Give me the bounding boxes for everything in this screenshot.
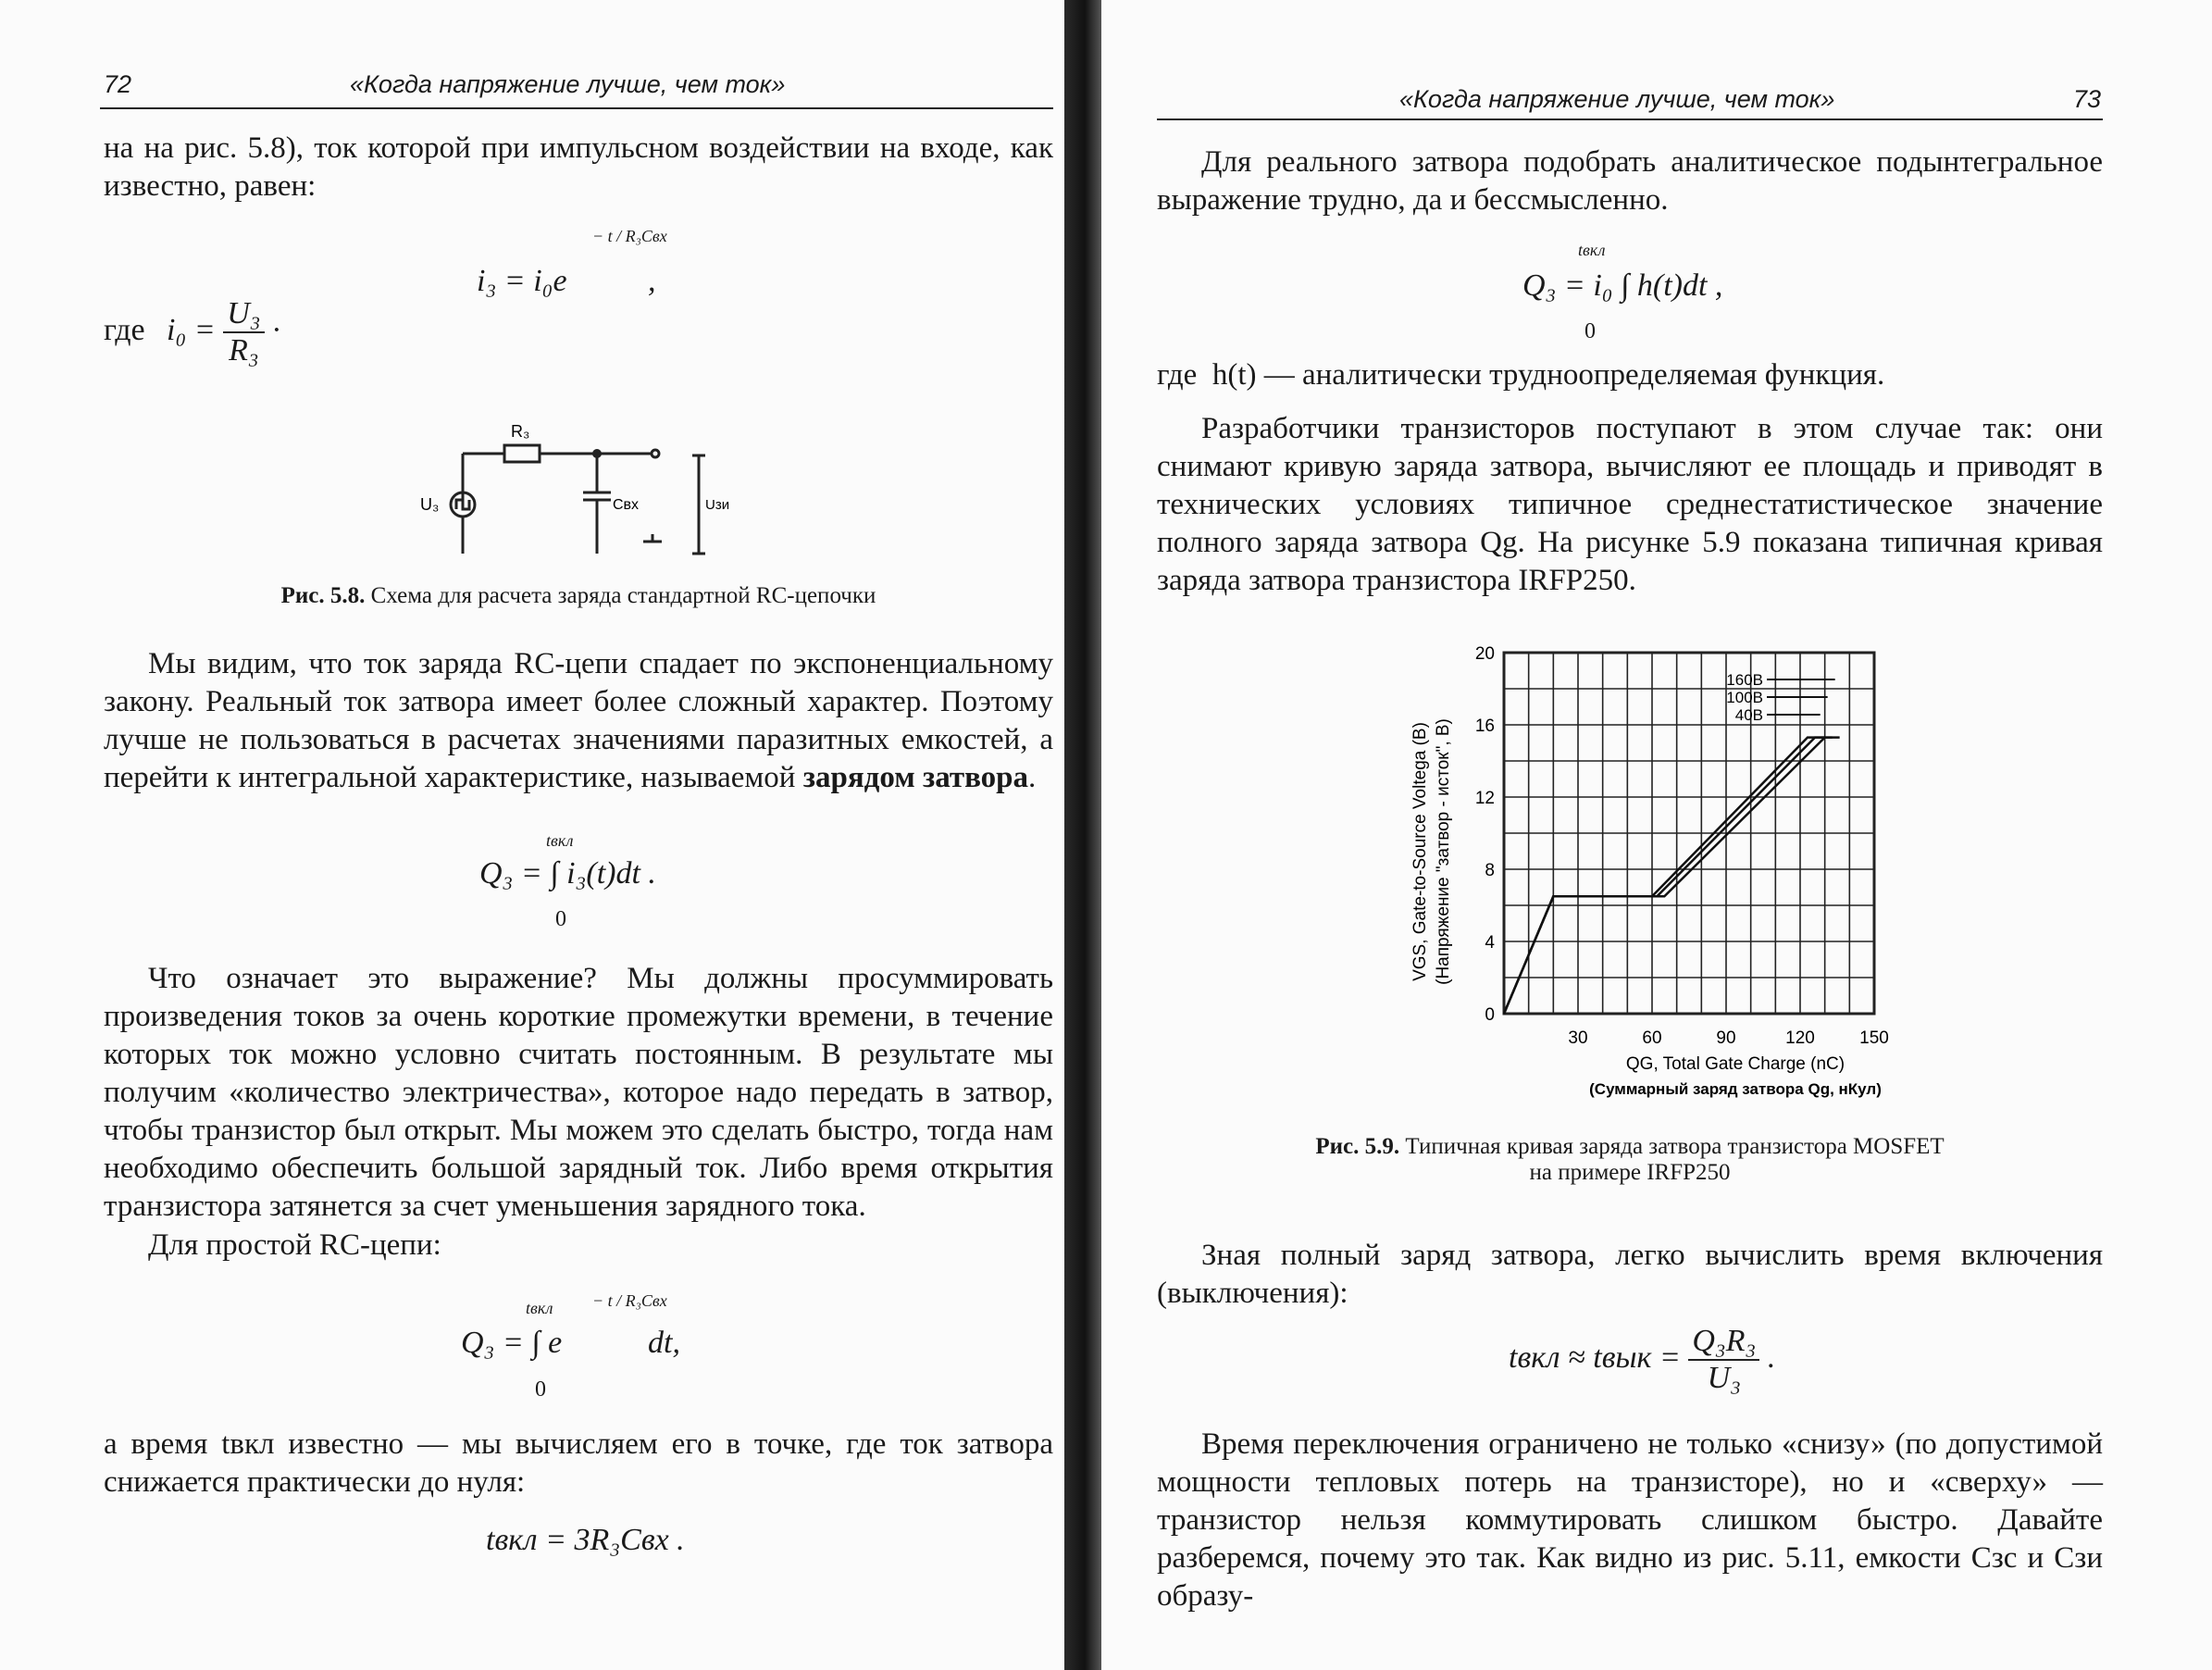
integral-upper-limit: tвкл bbox=[1578, 241, 1606, 259]
y-axis-label-ru: (Напряжение "затвор - исток", В) bbox=[1434, 718, 1453, 985]
paragraph: Для реального затвора подобрать аналитическое подынтегральное выражение трудно, да и бессмысленно. bbox=[1157, 145, 2103, 217]
source-label: U₃ bbox=[420, 495, 440, 514]
paragraph: Что означает это выражение? Мы должны просуммировать произведения токов за очень короткие промежутки времени, в течение которых ток можно условно считать постоянным. В результате мы получим «количество электричества», которое надо передать в затвор, чтобы транзистор был открыт. Мы можем это сделать быстро, тогда нам необходимо обеспечить большой зарядный ток. Либо время открытия транзистора затянется за счет уменьшения зарядного тока. bbox=[104, 962, 1053, 1223]
x-tick-label: 60 bbox=[1642, 1028, 1662, 1048]
integral-upper-limit: tвкл bbox=[526, 1299, 553, 1317]
exponent: − t / R₃Cвх bbox=[592, 1291, 667, 1310]
figure-5-8-caption: Рис. 5.8. Схема для расчета заряда стандартной RC-цепочки bbox=[280, 583, 876, 608]
paragraph: Мы видим, что ток заряда RC-цепи спадает по экспоненциальному закону. Реальный ток затвора имеет более сложный характер. Поэтому лучше не пользоваться в расчетах значениями паразитных емкостей, а перейти к интегральной характеристике, называемой зарядом затвора. bbox=[104, 647, 1053, 794]
header-rule bbox=[1157, 118, 2103, 120]
equation-switch-time: tвкл = 3R₃Cвх . bbox=[486, 1523, 685, 1557]
page-number: 72 bbox=[104, 70, 132, 98]
equation-switch-time: tвкл ≈ tвык = $\frac{\text{Q₃R₃}}{\text{U₃}}$ . bbox=[1509, 1324, 1776, 1395]
page-number: 73 bbox=[2073, 85, 2102, 113]
y-tick-label: 8 bbox=[1485, 861, 1495, 880]
y-tick-label: 4 bbox=[1485, 933, 1495, 953]
y-tick-label: 16 bbox=[1474, 717, 1495, 736]
paragraph: Время переключения ограничено не только «снизу» (по допустимой мощности тепловых потерь на транзисторе), но и «сверху» — транзистор нельзя коммутировать слишком быстро. Давайте разберемся, почему это так. Как видно из рис. 5.11, емкости Cзс и Cзи образу- bbox=[1157, 1427, 2103, 1613]
legend-label-100B: 100B bbox=[1726, 689, 1763, 706]
equation-real-gate: Q₃ = i₀ ∫ h(t)dt , bbox=[1522, 268, 1723, 303]
left-page: 72 «Когда напряжение лучше, чем ток» на на рис. 5.8), ток которой при импульсном воздействии на входе, как известно, равен: i₃ = i₀e − t / R₃Cвх , где i₀ = $\frac{\text{U₃}}{\text{R₃}}$ · R₃ U₃ Cвх Uзи Рис. 5.8. Схема для расчета заряда стандартной RC-цепочки Мы видим, что ток заряда RC-цепи спадает по экспоненциальному закону. Реальный ток затвора имеет более сложный характер. Поэтому лучше не пользоваться в расчетах значениями паразитных емкостей, а перейти к интегральной характеристике, называемой зарядом затвора. tвкл Q₃ = ∫ i₃(t)dt . 0 Что означает это выражение? Мы должны просуммировать произведения токов за очень короткие промежутки времени, в течение которых ток можно условно считать постоянным. В результате мы получим «количество электричества», которое надо передать в затвор, чтобы транзистор был открыт. Мы можем это сделать быстро, тогда нам необходимо обеспечить большой зарядный ток. Либо время открытия транзистора затянется за счет уменьшения зарядного тока. Для простой RC-цепи: tвкл − t / R₃Cвх Q₃ = ∫ e dt, 0 а время tвкл известно — мы вычисляем его в точке, где ток затвора снижается практически до нуля: tвкл = 3R₃Cвх . bbox=[0, 0, 1064, 1670]
running-head: «Когда напряжение лучше, чем ток» bbox=[1399, 85, 1835, 113]
gate-charge-chart bbox=[1388, 639, 2055, 1111]
figure-5-9-caption: Рис. 5.9. Типичная кривая заряда затвора транзистора MOSFET на примере IRFP250 bbox=[1315, 1134, 1945, 1185]
header-rule bbox=[100, 107, 1053, 109]
x-tick-label: 90 bbox=[1716, 1028, 1736, 1048]
paragraph: а время tвкл известно — мы вычисляем его в точке, где ток затвора снижается практически до нуля: bbox=[104, 1427, 1053, 1499]
paragraph: Зная полный заряд затвора, легко вычислить время включения (выключения): bbox=[1157, 1239, 2103, 1310]
series-line-40B bbox=[1504, 738, 1825, 1014]
where-line: где h(t) — аналитически трудноопределяемая функция. bbox=[1157, 358, 1885, 392]
equation-i3-exponent: − t / R₃Cвх bbox=[592, 227, 667, 245]
x-axis-label-ru: (Суммарный заряд затвора Qg, нКул) bbox=[1589, 1080, 1882, 1098]
legend-label-160B: 160B bbox=[1726, 671, 1763, 689]
equation-i3: i₃ = i₀e bbox=[477, 264, 567, 298]
capacitor-label: Cвх bbox=[613, 497, 640, 513]
chart-grid bbox=[1504, 653, 1874, 1014]
resistor-label: R₃ bbox=[511, 422, 530, 441]
chart-ticks bbox=[1475, 644, 1889, 1048]
y-tick-label: 0 bbox=[1485, 1005, 1495, 1025]
equation-rc-charge: Q₃ = ∫ e bbox=[461, 1326, 563, 1360]
gate-voltage-label: Uзи bbox=[705, 497, 730, 513]
y-tick-label: 20 bbox=[1474, 644, 1495, 664]
y-tick-label: 12 bbox=[1474, 789, 1495, 808]
x-axis-label: QG, Total Gate Charge (nC) bbox=[1625, 1054, 1845, 1074]
chart-legend bbox=[1726, 671, 1834, 724]
right-page: «Когда напряжение лучше, чем ток» 73 Для реального затвора подобрать аналитическое подынтегральное выражение трудно, да и бессмысленно. tвкл Q₃ = i₀ ∫ h(t)dt , 0 где h(t) — аналитически трудноопределяемая функция. Разработчики транзисторов поступают в этом случае так: они снимают кривую заряда затвора, вычисляют ее площадь и приводят в технических условиях типичное среднестатистическое значение полного заряда затвора Qg. На рисунке 5.9 показана типичная кривая заряда затвора транзистора IRFP250. 30 60 90 120 150 0 4 8 12 16 20 160B 100B 40B QG, Total Gate Charge (nC) (Суммарный заряд затвора Qg, нКул) VGS, Gate-to-Source Voltega (B) (Напряжение "затвор - исток", В) Рис. 5.9. Типичная кривая заряда затвора транзистора MOSFET на примере IRFP250 Зная полный заряд затвора, легко вычислить время включения (выключения): tвкл ≈ tвык = $\frac{\text{Q₃R₃}}{\text{U₃}}$ . Время переключения ограничено не только «снизу» (по допустимой мощности тепловых потерь на транзисторе), но и «сверху» — транзистор нельзя коммутировать слишком быстро. Давайте разберемся, почему это так. Как видно из рис. 5.11, емкости Cзс и Cзи образу- bbox=[1101, 0, 2212, 1670]
y-axis-label: VGS, Gate-to-Source Voltega (B) bbox=[1410, 722, 1430, 981]
paragraph: на на рис. 5.8), ток которой при импульсном воздействии на входе, как известно, равен: bbox=[104, 131, 1053, 203]
x-tick-label: 150 bbox=[1859, 1028, 1889, 1048]
x-tick-label: 30 bbox=[1568, 1028, 1588, 1048]
running-head: «Когда напряжение лучше, чем ток» bbox=[350, 70, 786, 98]
book-gutter bbox=[1064, 0, 1101, 1670]
equation-charge-integral: Q₃ = ∫ i₃(t)dt . bbox=[479, 856, 656, 891]
equation-i0: i₀ = $\frac{\text{U₃}}{\text{R₃}}$ · bbox=[167, 296, 280, 368]
where-label: где bbox=[104, 313, 145, 347]
rc-circuit-diagram bbox=[407, 417, 730, 565]
integral-upper-limit: tвкл bbox=[546, 831, 574, 850]
x-tick-label: 120 bbox=[1785, 1028, 1815, 1048]
paragraph: Для простой RC-цепи: bbox=[148, 1228, 441, 1262]
legend-label-40B: 40B bbox=[1734, 706, 1763, 724]
paragraph: Разработчики транзисторов поступают в этом случае так: они снимают кривую заряда затвора, вычисляют ее площадь и приводят в технических условиях типичное среднестатистическое значение полного заряда затвора Qg. На рисунке 5.9 показана типичная кривая заряда затвора транзистора IRFP250. bbox=[1157, 412, 2103, 597]
chart-series bbox=[1504, 738, 1840, 1014]
